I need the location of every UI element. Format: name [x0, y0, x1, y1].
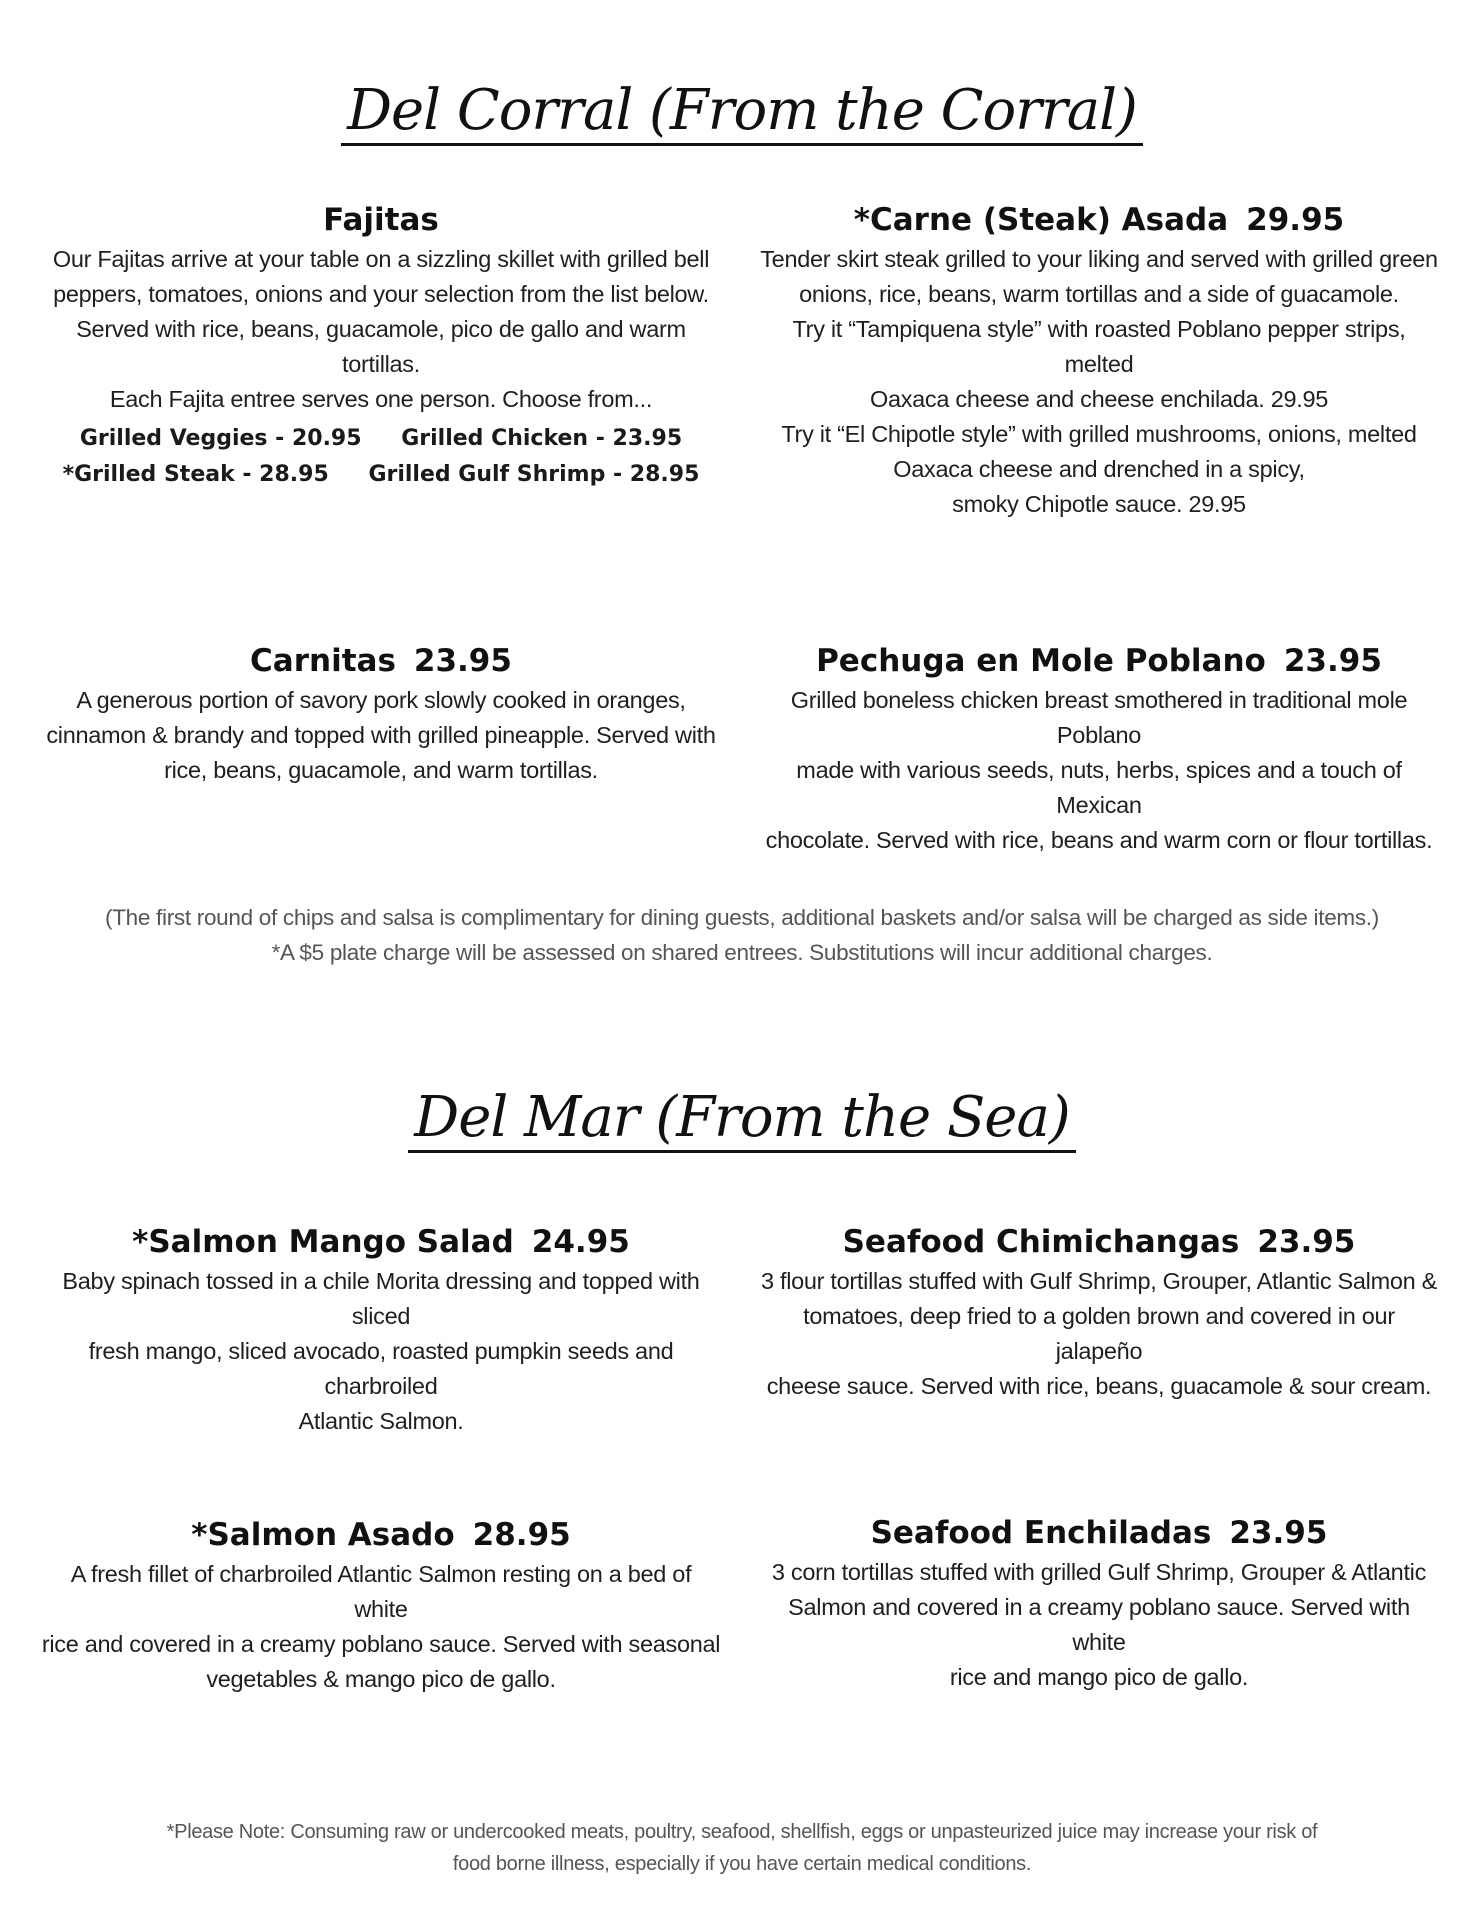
- item-name: Carnitas 23.95: [250, 643, 512, 679]
- menu-item-fajitas: [41, 202, 721, 493]
- item-price: 23.95: [1283, 643, 1382, 679]
- item-description: 3 flour tortillas stuffed with Gulf Shrimp, Grouper, Atlantic Salmon & tomatoes, deep fried to a golden brown and covered in our jalapeño cheese sauce. Served with rice, beans, guacamole & sour cream.: [760, 1268, 1438, 1399]
- menu-item-salmon-asado: [41, 1517, 721, 1697]
- fajita-choices: [41, 421, 721, 493]
- item-price: 29.95: [1246, 202, 1345, 238]
- item-price: 23.95: [413, 643, 512, 679]
- choice-row: [41, 457, 721, 493]
- item-name: Pechuga en Mole Poblano 23.95: [816, 643, 1382, 679]
- item-description: Baby spinach tossed in a chile Morita dressing and topped with sliced fresh mango, sliced avocado, roasted pumpkin seeds and charbroiled Atlantic Salmon.: [62, 1268, 700, 1434]
- item-name: *Salmon Mango Salad 24.95: [132, 1224, 630, 1260]
- item-price: 24.95: [531, 1224, 630, 1260]
- choice-row: [41, 421, 721, 457]
- item-description: Tender skirt steak grilled to your liking and served with grilled green onions, rice, beans, warm tortillas and a side of guacamole. Try it “Tampiquena style” with roasted Poblano pepper strips, melted Oaxaca cheese and cheese enchilada. 29.95 Try it “El Chipotle style” with grilled mushrooms, onions, melted Oaxaca cheese and drenched in a spicy, smoky Chipotle sauce. 29.95: [760, 246, 1438, 517]
- health-advisory-footnote: *Please Note: Consuming raw or undercooked meats, poultry, seafood, shellfish, eggs or unpasteurized juice may increase your risk of food borne illness, especially if you have certain medical conditions.: [166, 1821, 1318, 1875]
- item-price: 28.95: [472, 1517, 571, 1553]
- choice-option: Grilled Gulf Shrimp - 28.95: [368, 462, 700, 487]
- item-name: Seafood Enchiladas 23.95: [870, 1515, 1328, 1551]
- item-name: Seafood Chimichangas 23.95: [842, 1224, 1356, 1260]
- item-description: Our Fajitas arrive at your table on a sizzling skillet with grilled bell peppers, tomatoes, onions and your selection from the list below. Served with rice, beans, guacamole, pico de gallo and warm tortillas. Each Fajita entree serves one person. Choose from...: [52, 246, 710, 412]
- menu-item-carnitas: [41, 643, 721, 788]
- item-name: Fajitas: [323, 202, 439, 238]
- item-description: 3 corn tortillas stuffed with grilled Gulf Shrimp, Grouper & Atlantic Salmon and covered in a creamy poblano sauce. Served with white rice and mango pico de gallo.: [771, 1559, 1427, 1690]
- item-name: *Salmon Asado 28.95: [191, 1517, 571, 1553]
- section-title-corral: Del Corral (From the Corral): [0, 78, 1484, 146]
- menu-item-seafood-enchiladas: [759, 1515, 1439, 1695]
- section-title-mar: Del Mar (From the Sea): [0, 1085, 1484, 1153]
- item-price: 23.95: [1229, 1515, 1328, 1551]
- choice-option: Grilled Veggies - 20.95: [79, 426, 362, 451]
- choice-option: *Grilled Steak - 28.95: [62, 462, 329, 487]
- menu-item-salmon-mango-salad: [41, 1224, 721, 1439]
- item-description: A generous portion of savory pork slowly cooked in oranges, cinnamon & brandy and topped with grilled pineapple. Served with rice, beans, guacamole, and warm tortillas.: [46, 687, 716, 783]
- item-name: *Carne (Steak) Asada 29.95: [853, 202, 1345, 238]
- menu-item-pechuga-mole: [759, 643, 1439, 858]
- item-description: A fresh fillet of charbroiled Atlantic Salmon resting on a bed of white rice and covered in a creamy poblano sauce. Served with seasonal vegetables & mango pico de gallo.: [41, 1561, 721, 1692]
- item-price: 23.95: [1257, 1224, 1356, 1260]
- menu-item-seafood-chimichangas: [759, 1224, 1439, 1404]
- item-description: Grilled boneless chicken breast smothered in traditional mole Poblano made with various seeds, nuts, herbs, spices and a touch of Mexican chocolate. Served with rice, beans and warm corn or flour tortillas.: [765, 687, 1433, 853]
- chips-salsa-note: (The first round of chips and salsa is complimentary for dining guests, additional baskets and/or salsa will be charged as side items.) *A $5 plate charge will be assessed on shared entrees. Substitutions will incur additional charges.: [105, 905, 1379, 965]
- choice-option: Grilled Chicken - 23.95: [401, 426, 683, 451]
- menu-item-carne-asada: [759, 202, 1439, 522]
